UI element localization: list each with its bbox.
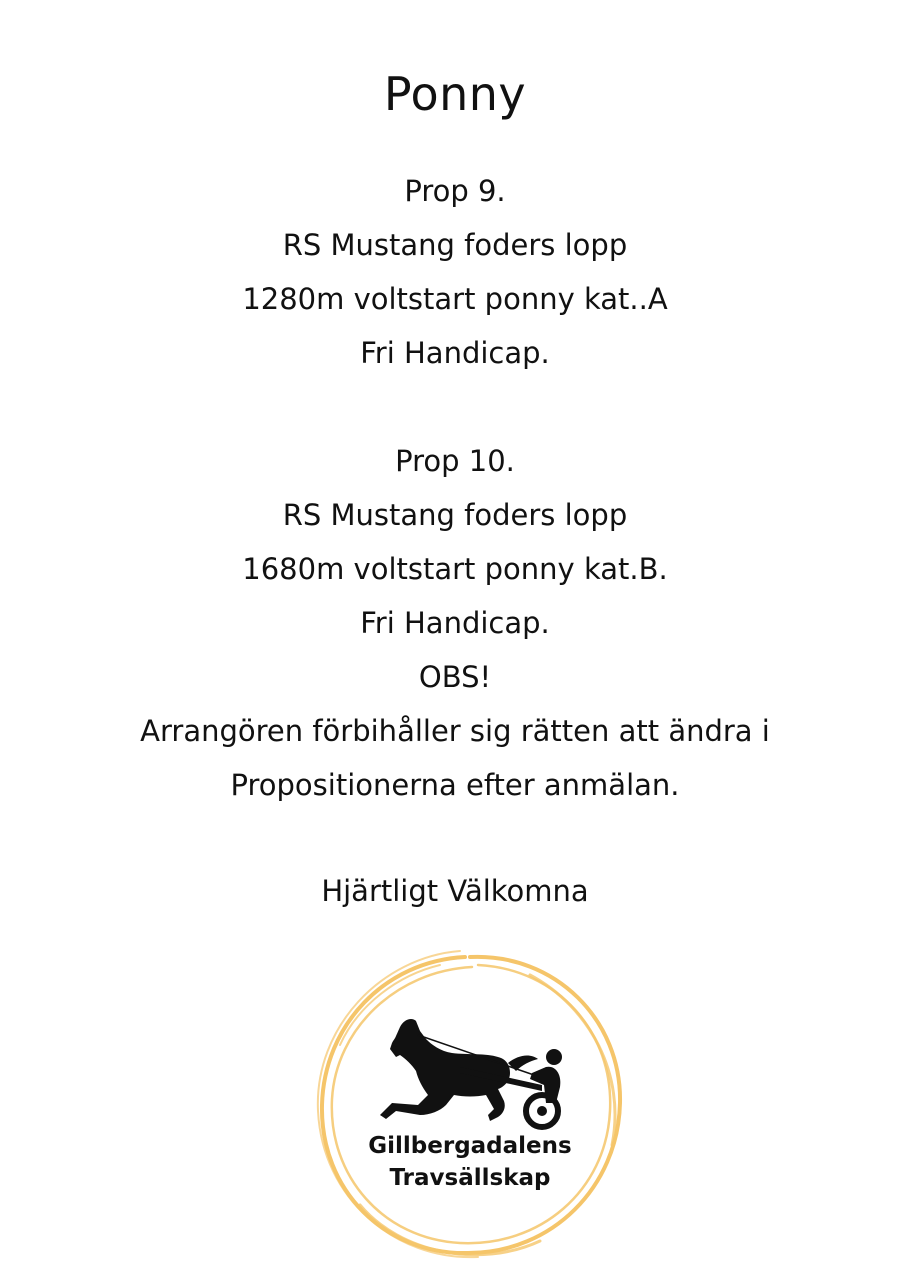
prop-9-race-name: RS Mustang foders lopp (282, 228, 628, 262)
prop-9-heading: Prop 9. (404, 174, 506, 208)
logo-text-line-1: Gillbergadalens (368, 1133, 572, 1159)
prop-10-race-name: RS Mustang foders lopp (282, 498, 628, 532)
logo-text-line-2: Travsällskap (389, 1165, 551, 1191)
club-logo (300, 935, 640, 1275)
prop-10-heading: Prop 10. (395, 444, 515, 478)
page-title: Ponny (383, 67, 527, 121)
prop-9-handicap: Fri Handicap. (360, 336, 550, 370)
prop-10-details: 1680m voltstart ponny kat.B. (242, 552, 668, 586)
prop-10-section (0, 434, 910, 812)
welcome-text (0, 864, 910, 918)
prop-9-section (0, 164, 910, 380)
obs-note-line-1: Arrangören förbihåller sig rätten att ändra i (140, 714, 770, 748)
obs-note-line-2: Propositionerna efter anmälan. (230, 768, 680, 802)
welcome-line: Hjärtligt Välkomna (321, 874, 589, 908)
prop-10-handicap: Fri Handicap. (360, 606, 550, 640)
obs-label: OBS! (418, 660, 492, 694)
logo-ring (300, 935, 640, 1275)
prop-9-details: 1280m voltstart ponny kat..A (242, 282, 668, 316)
harness-racing-horse-icon (380, 1019, 562, 1127)
